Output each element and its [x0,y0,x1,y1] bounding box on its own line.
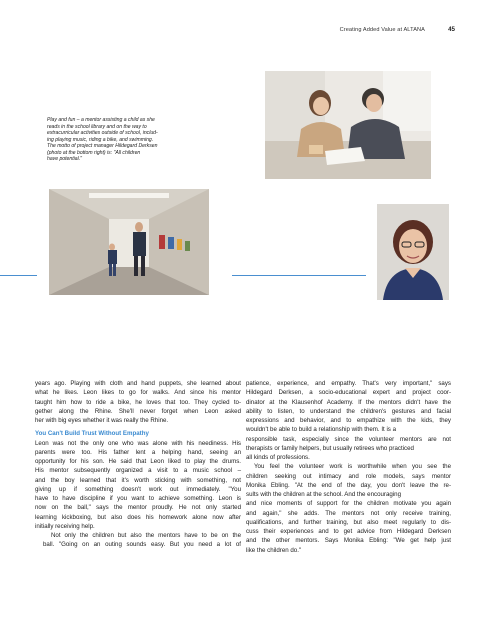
paragraph [246,462,451,555]
text-line: wouldn't be able to build a relationship with them. It is a [246,426,396,434]
text-line: now on the ball," says the mentor proudly. He not only started [35,504,241,512]
text-line: her with big eyes whether it was really the Rhine. [35,417,169,424]
text-line: cuss their experiences and to get advice from Hildegard Derksen [246,528,451,535]
running-title: Creating Added Value at ALTANA [339,27,425,33]
text-line: patience, experience, and empathy. That's very important," says [246,380,451,387]
text-line: Not only the children but also the mentors have to be on the [51,532,241,539]
text-line: You feel the volunteer work is worthwhile when you see the [254,463,451,471]
photo-mentor-reading [265,71,431,179]
photo-hildegard-derksen [377,204,449,300]
accent-rule-middle [232,275,366,276]
page-number: 45 [448,26,455,33]
caption-line: The motto of project manager Hildegard Derksen [47,143,158,150]
article-column-left [35,379,241,550]
text-line: and the other mentors. Says Monika Ebling: "We get help just [246,537,451,545]
text-line: gether along the Rhine. She'll never forget when Leon asked [35,407,241,415]
text-line: His mentor subsequently organized a visit to a music school – [35,467,241,475]
text-line: Monika Ebling. "At the end of the day, you don't leave the re- [246,481,451,489]
text-line: initially receiving help. [35,522,95,530]
text-line: learning kickboxing, but also does his homework alone now after [35,513,241,521]
text-line: and nice moments of support for the children motivate you again [246,500,451,508]
text-line: therapists or family helpers, but usually retirees who practiced [246,444,414,452]
text-line: Hildegard Derksen, a socio-educational expert and project coor- [246,389,451,397]
photo-school-hallway [49,189,209,295]
text-line: qualifications, and further training, but also meet regularly to dis- [246,518,451,526]
text-line: giving up if something doesn't work out immediately. "You [35,485,241,493]
text-line: ability to listen, to understand the children's gestures and facial [246,407,451,415]
caption-line: reads in the school library and on the way to [47,123,147,130]
article-column-right [246,379,451,555]
text-line: all kinds of professions. [246,454,310,461]
accent-rule-left [0,275,37,276]
paragraph [35,531,241,550]
text-line: and the boy learned that it's worth sticking with something, not [35,476,241,484]
text-line: taught him how to ride a bike, he loves that too. They cycled to- [35,398,241,406]
text-line: have to have discipline if you want to achieve something. Leon is [35,495,241,502]
text-line: opportunity for his son. He said that Leon liked to play the drums. [35,458,241,465]
caption-line: ing playing music, riding a bike, and swimming. [47,136,154,143]
text-line: children seeking out intimacy and role models, says mentor [246,472,451,480]
caption-line: Play and fun – a mentor assisting a child as she [47,117,155,123]
text-line: sults with the children at the school. And the encouraging [246,491,401,498]
section-heading: You Can't Build Trust Without Empathy [35,430,149,438]
text-line: parents were too. His father lent a helping hand, seeing an [35,448,241,456]
text-line: ball. "Going on an outing sounds easy. But you need a lot of [43,541,241,549]
text-line: responsible task, especially since the volunteer mentors are not [246,435,451,443]
text-line: expressions and behavior, and to empathize with the kids, they [246,417,451,424]
caption-line: have potential." [47,156,82,163]
paragraph [35,439,241,532]
photo-caption [47,117,195,163]
paragraph [246,379,451,462]
text-line: Leon was not the only one who was alone with his neediness. His [35,439,241,447]
text-line: dinator at the Klausenhof Academy. If the mentors didn't have the [246,398,451,406]
text-line: what he likes. Leon likes to go for walks. And since his mentor [35,389,241,397]
paragraph [35,379,241,425]
caption-line: (photo at the bottom right) is: "All children [47,149,141,156]
caption-line: extracurricular activities outside of school, includ- [47,130,158,137]
text-line: like the children do." [246,546,302,554]
text-line: years ago. Playing with cloth and hand puppets, she learned about [35,380,241,387]
text-line: and again," she adds. The mentors not only receive training, [246,509,451,517]
